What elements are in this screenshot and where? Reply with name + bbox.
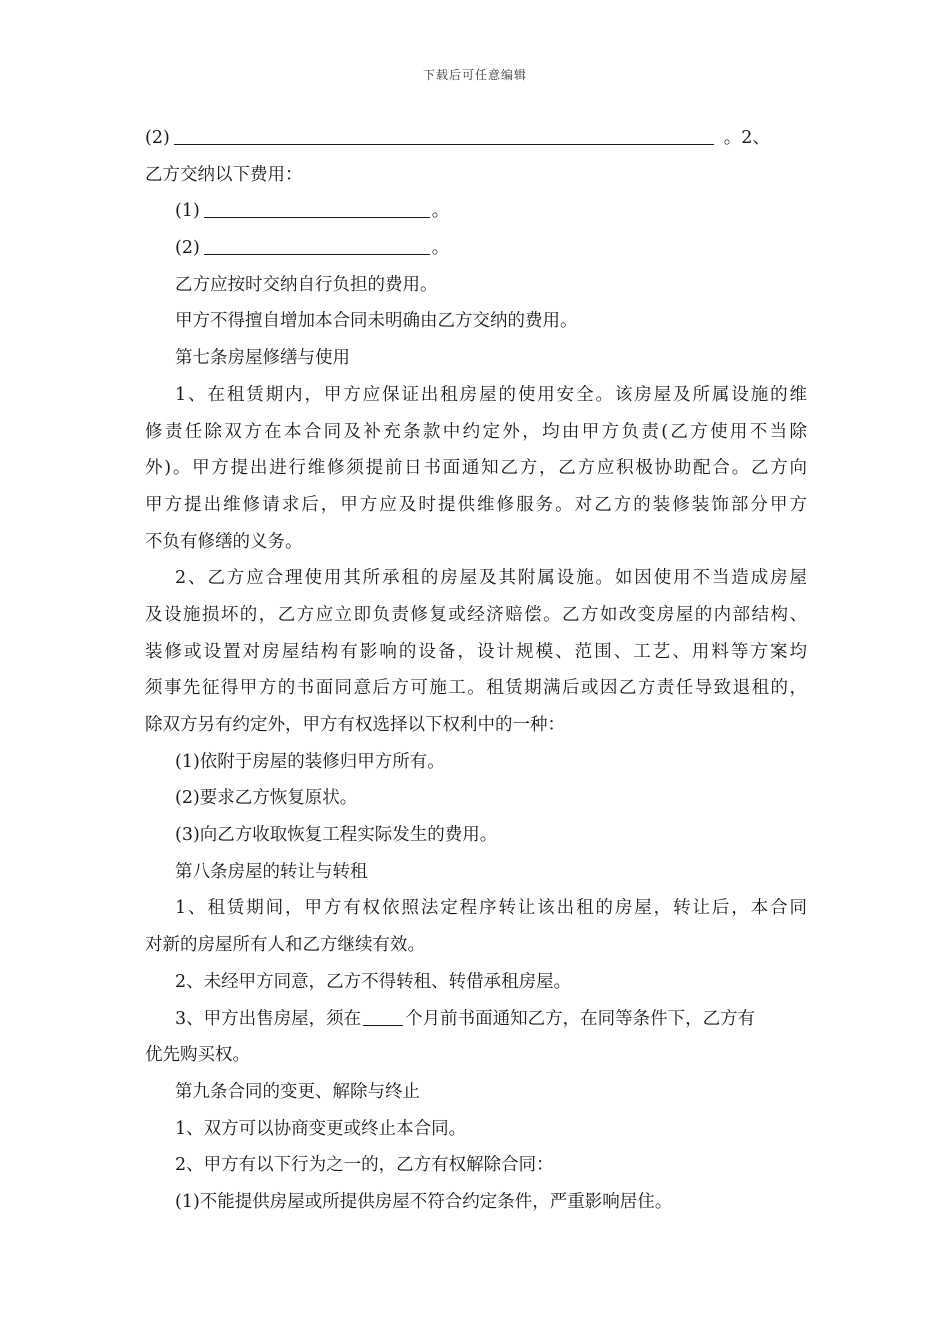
paragraph-line: 乙方交纳以下费用：	[145, 164, 303, 185]
section-heading-8: 第八条房屋的转让与转租	[175, 861, 368, 882]
blank-field	[174, 143, 714, 145]
paragraph-line: 乙方应按时交纳自行负担的费用。	[175, 274, 438, 295]
paragraph-line: 装修或设置对房屋结构有影响的设备，设计规模、范围、工艺、用料等方案均	[145, 641, 807, 662]
paragraph-line: 不负有修缮的义务。	[145, 531, 303, 552]
paragraph-line: 及设施损坏的，乙方应立即负责修复或经济赔偿。乙方如改变房屋的内部结构、	[145, 604, 807, 625]
section-heading-7: 第七条房屋修缮与使用	[175, 348, 350, 369]
paragraph-line	[145, 1001, 807, 1038]
blank-field	[204, 253, 430, 255]
section-heading-9: 第九条合同的变更、解除与终止	[175, 1081, 420, 1102]
list-item: (1)依附于房屋的装修归甲方所有。	[175, 751, 445, 772]
paragraph-line: 1、租赁期间，甲方有权依照法定程序转让该出租的房屋，转让后，本合同	[175, 898, 807, 919]
list-item: (1)不能提供房屋或所提供房屋不符合约定条件，严重影响居住。	[175, 1191, 673, 1212]
tenant-fee-item-2-line	[145, 230, 807, 267]
paragraph-line: 须事先征得甲方的书面同意后方可施工。租赁期满后或因乙方责任导致退租的，	[145, 678, 807, 699]
paragraph-line: 2、未经甲方同意，乙方不得转租、转借承租房屋。	[175, 971, 572, 992]
paragraph-line: 修责任除双方在本合同及补充条款中约定外，均由甲方负责(乙方使用不当除	[145, 421, 807, 442]
paragraph-line: 优先购买权。	[145, 1045, 250, 1066]
sentence-part: 3、甲方出售房屋，须在	[175, 1008, 362, 1029]
paragraph-line: 2、乙方应合理使用其所承租的房屋及其附属设施。如因使用不当造成房屋	[175, 568, 807, 589]
list-item: (2)要求乙方恢复原状。	[175, 788, 358, 809]
list-item: (3)向乙方收取恢复工程实际发生的费用。	[175, 825, 498, 846]
item-suffix: 。	[431, 201, 450, 222]
tenant-fee-item-1-line	[145, 193, 807, 230]
item-suffix: 。	[431, 238, 450, 259]
paragraph-line: 对新的房屋所有人和乙方继续有效。	[145, 935, 425, 956]
blank-field	[363, 1024, 403, 1026]
paragraph-line: 1、在租赁期内，甲方应保证出租房屋的使用安全。该房屋及所属设施的维	[175, 384, 807, 405]
paragraph-line: 1、双方可以协商变更或终止本合同。	[175, 1118, 467, 1139]
document-body	[145, 120, 807, 1221]
blank-field	[204, 216, 430, 218]
item-number: (2)	[175, 238, 200, 259]
paragraph-line: 外)。甲方提出进行维修须提前日书面通知乙方，乙方应积极协助配合。乙方向	[145, 458, 807, 479]
item-number: (2)	[145, 128, 170, 148]
page-header: 下载后可任意编辑	[422, 68, 527, 82]
item-number: (1)	[175, 201, 200, 222]
paragraph-line: 2、甲方有以下行为之一的，乙方有权解除合同：	[175, 1155, 554, 1176]
sentence-part: 个月前书面通知乙方，在同等条件下，乙方有	[405, 1008, 756, 1029]
paragraph-line: 除双方另有约定外，甲方有权选择以下权利中的一种：	[145, 715, 565, 735]
paragraph-line: 甲方提出维修请求后，甲方应及时提供维修服务。对乙方的装修装饰部分甲方	[145, 494, 807, 515]
paragraph-line: 甲方不得擅自增加本合同未明确由乙方交纳的费用。	[175, 311, 578, 332]
fee-item-2-line	[145, 120, 807, 157]
item-suffix: 。2、	[723, 128, 770, 148]
